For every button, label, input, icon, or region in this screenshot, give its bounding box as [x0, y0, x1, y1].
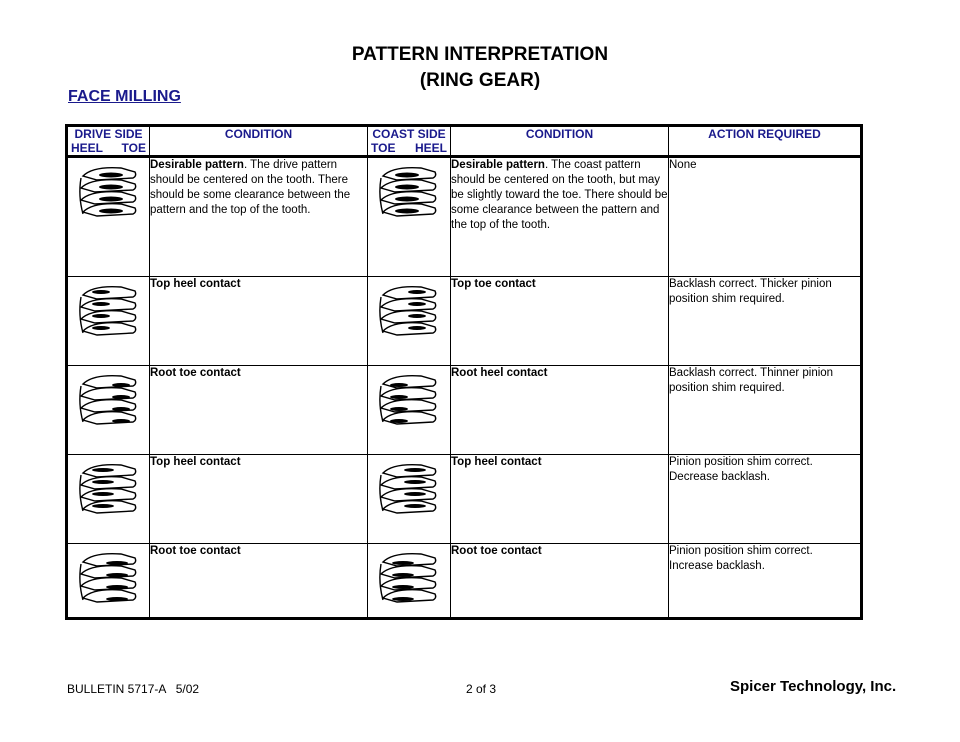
drive-side-label: DRIVE SIDE [74, 127, 143, 141]
gear-tooth-pattern-icon [377, 281, 441, 341]
condition-header: CONDITION [150, 126, 368, 157]
table-row [67, 157, 862, 277]
page-subtitle: (RING GEAR) [419, 70, 541, 91]
coast-condition-title: Root toe contact [451, 545, 542, 557]
coast-pattern-cell [368, 157, 451, 277]
coast-condition-cell [451, 157, 669, 277]
gear-tooth-pattern-icon [377, 548, 441, 608]
bulletin-number: BULLETIN 5717-A 5/02 [67, 682, 200, 696]
drive-condition-title: Root toe contact [150, 545, 241, 557]
coast-condition-cell [451, 366, 669, 455]
gear-tooth-pattern-icon [77, 459, 141, 519]
drive-condition-title: Desirable pattern [150, 159, 244, 171]
drive-condition-cell [150, 366, 368, 455]
drive-condition-cell [150, 157, 368, 277]
drive-pattern-cell [67, 544, 150, 619]
coast-condition-title: Top toe contact [451, 278, 536, 290]
gear-tooth-pattern-icon [377, 370, 441, 430]
coast-pattern-cell [368, 277, 451, 366]
action-cell: Pinion position shim correct. Increase backlash. [669, 544, 862, 619]
coast-condition-title: Desirable pattern [451, 159, 545, 171]
drive-condition-cell [150, 544, 368, 619]
gear-tooth-pattern-icon [77, 162, 141, 222]
drive-pattern-cell [67, 277, 150, 366]
action-cell: Pinion position shim correct. Decrease backlash. [669, 455, 862, 544]
drive-heel-label: HEEL [71, 141, 104, 155]
action-cell: Backlash correct. Thinner pinion position shim required. [669, 366, 862, 455]
coast-side-label: COAST SIDE [372, 127, 446, 141]
coast-heel-label: HEEL [414, 141, 447, 155]
coast-condition-cell [451, 455, 669, 544]
coast-condition-title: Root heel contact [451, 367, 548, 379]
action-cell: Backlash correct. Thicker pinion position shim required. [669, 277, 862, 366]
coast-condition-title: Top heel contact [451, 456, 542, 468]
section-heading: FACE MILLING [68, 88, 181, 105]
condition-header-2: CONDITION [451, 126, 669, 157]
page-title: PATTERN INTERPRETATION [351, 44, 609, 65]
coast-pattern-cell [368, 366, 451, 455]
coast-pattern-cell [368, 455, 451, 544]
action-cell: None [669, 157, 862, 277]
drive-condition-title: Top heel contact [150, 278, 241, 290]
coast-pattern-cell [368, 544, 451, 619]
table-row [67, 544, 862, 619]
page-number: 2 of 3 [466, 682, 497, 696]
table-row [67, 455, 862, 544]
gear-tooth-pattern-icon [77, 548, 141, 608]
coast-side-header [368, 126, 451, 157]
drive-condition-text: . The drive pattern should be centered on the tooth. There should be some clearance between the pattern and the top of the tooth. [150, 159, 351, 216]
coast-condition-text: . The coast pattern should be centered on the tooth, but may be slightly toward the toe. There should be some clearance between the pattern and the top of the tooth. [451, 159, 668, 231]
company-name: Spicer Technology, Inc. [730, 678, 897, 695]
table-row [67, 277, 862, 366]
gear-tooth-pattern-icon [77, 281, 141, 341]
gear-tooth-pattern-icon [377, 162, 441, 222]
table-header-row [67, 126, 862, 157]
drive-condition-title: Top heel contact [150, 456, 241, 468]
drive-condition-title: Root toe contact [150, 367, 241, 379]
table-row [67, 366, 862, 455]
coast-condition-cell [451, 544, 669, 619]
gear-tooth-pattern-icon [377, 459, 441, 519]
pattern-table [65, 124, 863, 620]
drive-toe-label: TOE [121, 141, 146, 155]
drive-side-header [67, 126, 150, 157]
drive-pattern-cell [67, 455, 150, 544]
drive-condition-cell [150, 455, 368, 544]
drive-pattern-cell [67, 157, 150, 277]
coast-condition-cell [451, 277, 669, 366]
action-header: ACTION REQUIRED [669, 126, 862, 157]
drive-condition-cell [150, 277, 368, 366]
gear-tooth-pattern-icon [77, 370, 141, 430]
drive-pattern-cell [67, 366, 150, 455]
coast-toe-label: TOE [371, 141, 396, 155]
